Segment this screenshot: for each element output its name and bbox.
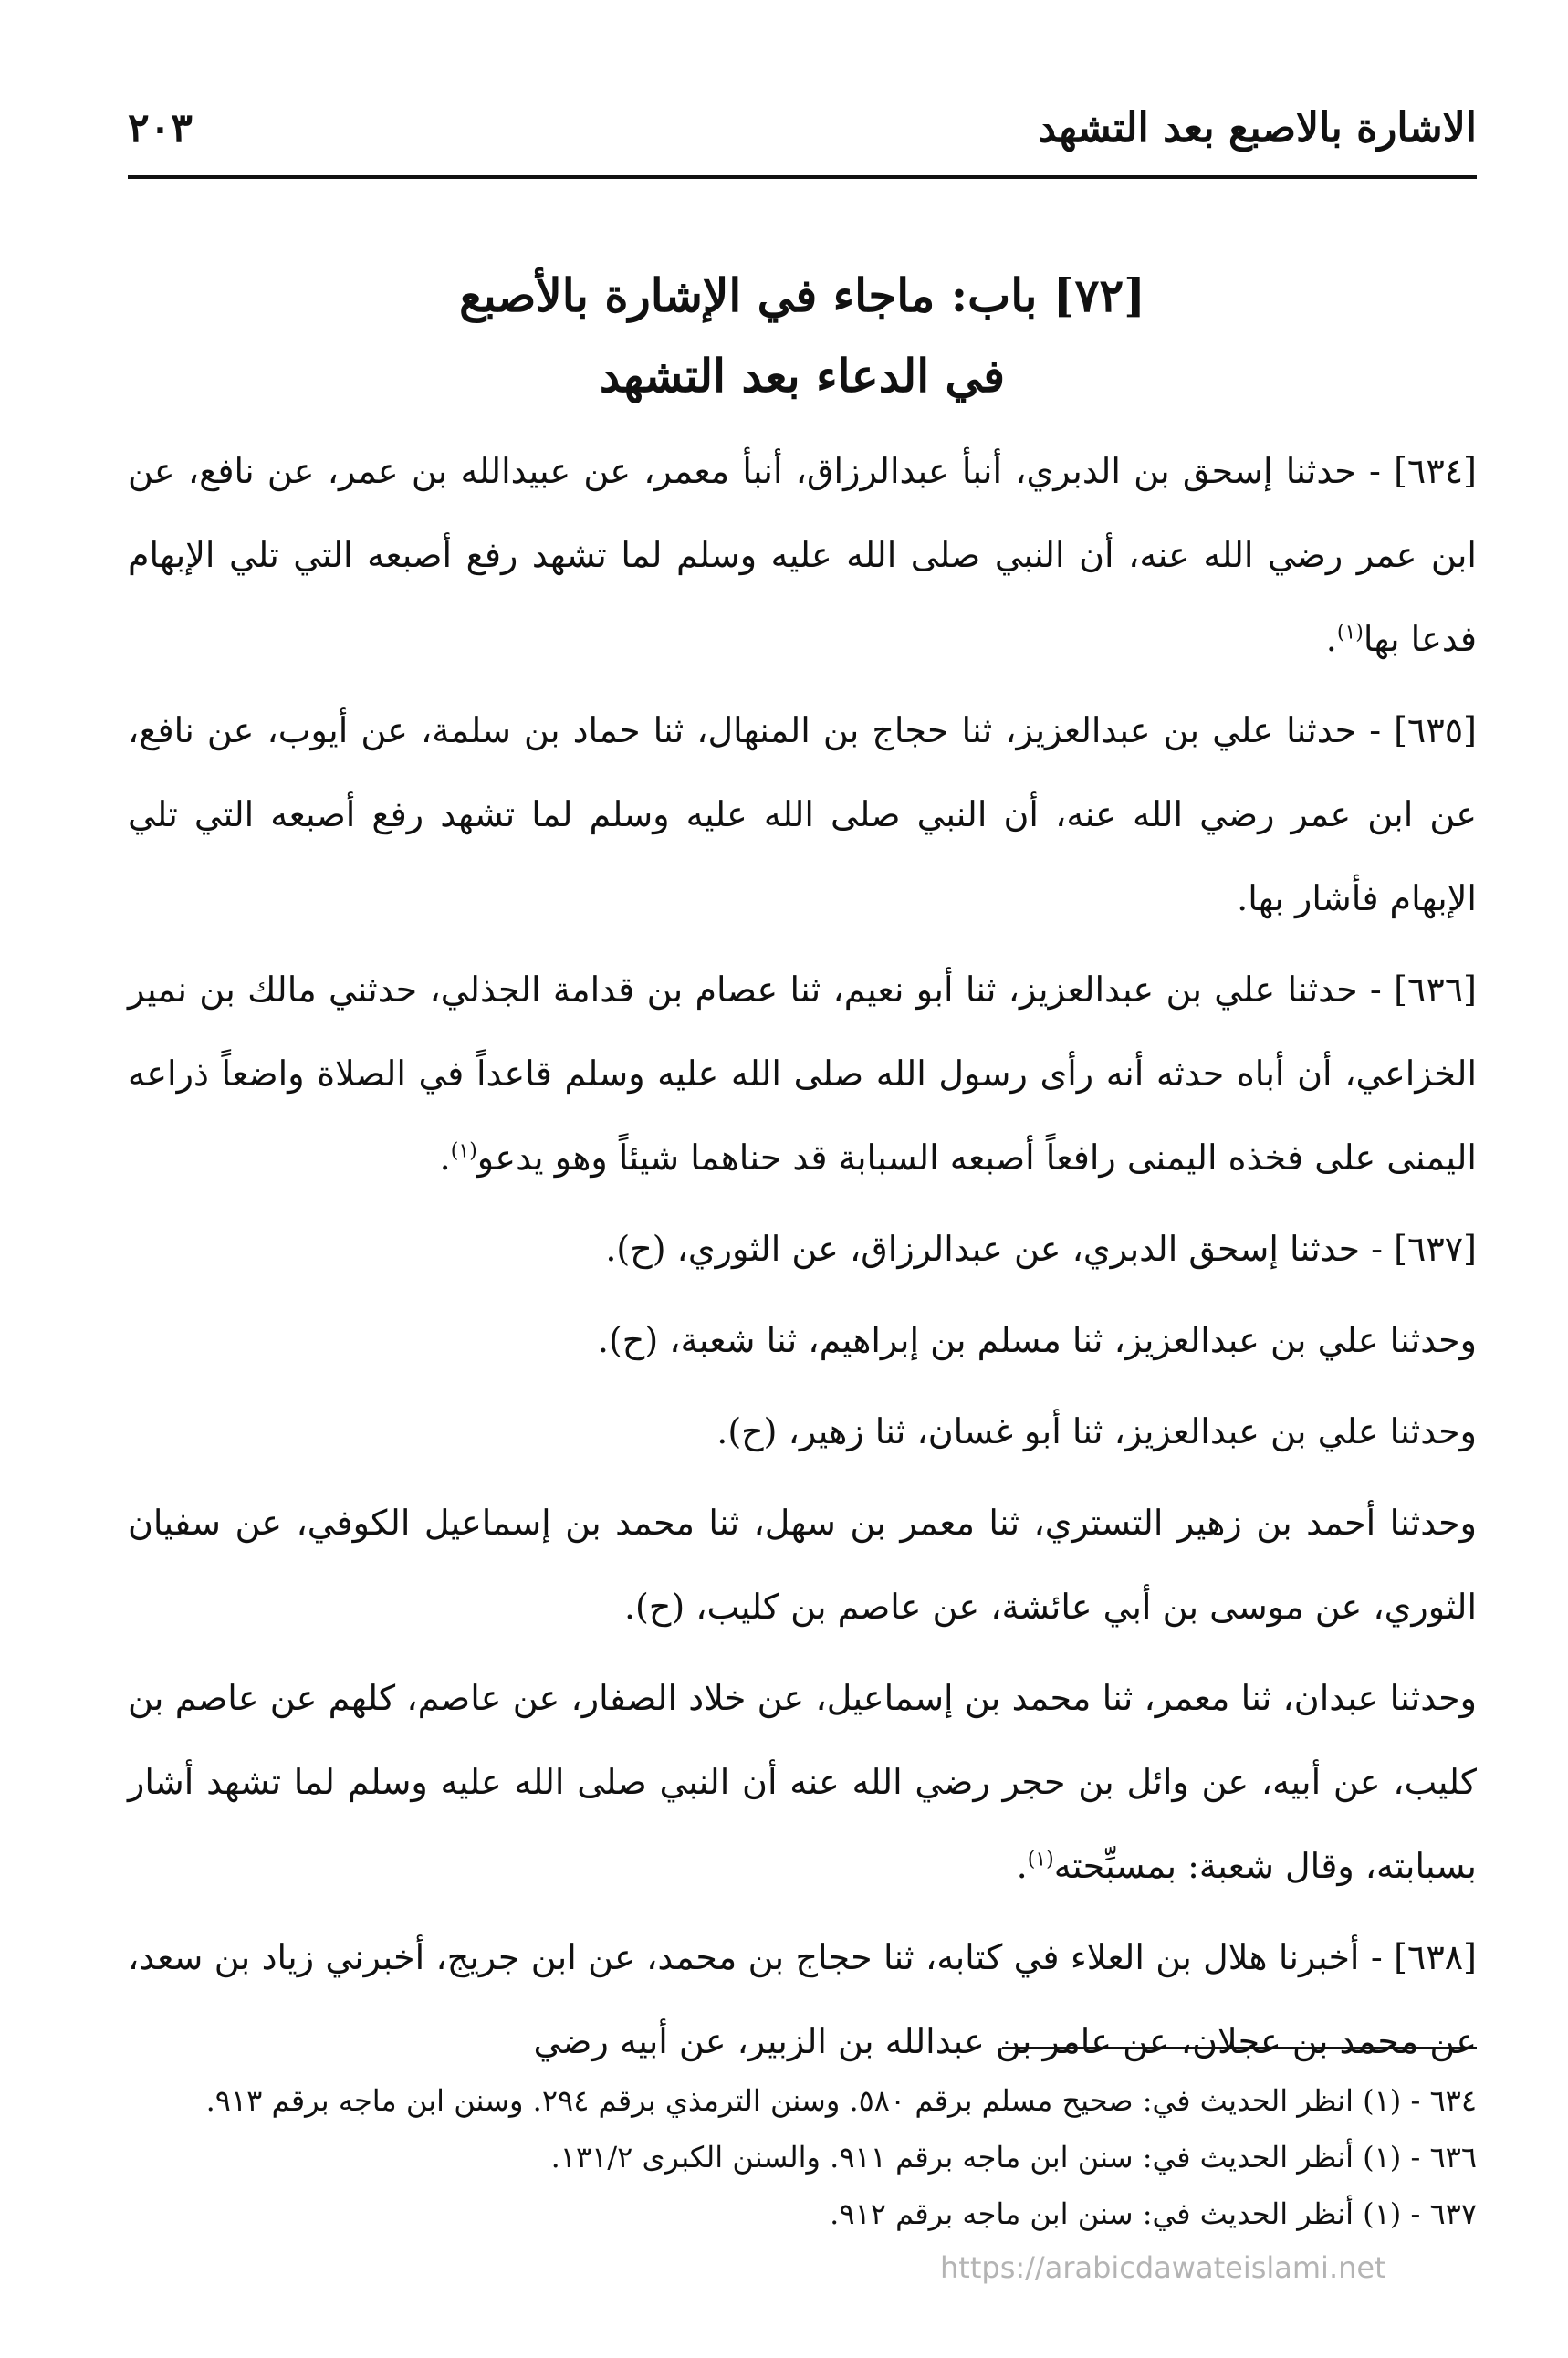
footnotes: [128, 2072, 1477, 2242]
hadith-637: [128, 1207, 1477, 1291]
watermark-url: https://arabicdawateislami.net: [940, 2250, 1386, 2285]
hadith-number: [٦٣٤]: [1394, 451, 1477, 491]
footnote-ref: (١): [450, 1139, 477, 1163]
chapter-title: [128, 256, 1477, 416]
isnad-continuation: وحدثنا علي بن عبدالعزيز، ثنا أبو غسان، ثنا زهير، (ح).: [716, 1411, 1477, 1451]
hadith-text: - حدثنا إسحق الدبري، عن عبدالرزاق، عن الثوري، (ح).: [605, 1229, 1384, 1269]
isnad-continuation: [128, 1656, 1477, 1908]
hadith-text: - أخبرنا هلال بن العلاء في كتابه، ثنا حجاج بن محمد، عن ابن جريج، أخبرني زياد بن سعد، عن محمد بن عجلان، عن عامر بن عبدالله بن الزبير، عن أبيه رضي: [128, 1937, 1477, 2061]
hadith-text: - حدثنا إسحق بن الدبري، أنبأ عبدالرزاق، أنبأ معمر، عن عبيدالله بن عمر، عن نافع، عن ابن عمر رضي الله عنه، أن النبي صلى الله عليه وسلم لما تشهد رفع أصبعه التي تلي الإبهام فدعا بها: [128, 451, 1477, 659]
footnote-ref: (١): [1336, 621, 1364, 645]
continuation-text: وحدثنا عبدان، ثنا معمر، ثنا محمد بن إسماعيل، عن خلاد الصفار، عن عاصم، كلهم عن عاصم بن كليب، عن أبيه، عن وائل بن حجر رضي الله عنه أن النبي صلى الله عليه وسلم لما تشهد أشار بسبابته، وقال شعبة: بمسبِّحته: [128, 1678, 1477, 1886]
hadith-text: - حدثنا علي بن عبدالعزيز، ثنا أبو نعيم، ثنا عصام بن قدامة الجذلي، حدثني مالك بن نمير الخزاعي، أن أباه حدثه أنه رأى رسول الله صلى الله عليه وسلم قاعداً في الصلاة واضعاً ذراعه اليمنى على فخذه اليمنى رافعاً أصبعه السبابة قد حناهما شيئاً وهو يدعو: [128, 969, 1477, 1178]
hadith-634: [128, 429, 1477, 681]
hadith-638: [128, 1915, 1477, 2083]
footnote-ref: (١): [1027, 1848, 1054, 1871]
page-number: ٢٠٣: [128, 105, 193, 152]
chapter-title-line-1: [٧٢] باب: ماجاء في الإشارة بالأصبع: [459, 268, 1145, 322]
footnote-rule: [1002, 2047, 1477, 2049]
hadith-number: [٦٣٨]: [1394, 1937, 1477, 1977]
isnad-continuation: وحدثنا علي بن عبدالعزيز، ثنا مسلم بن إبراهيم، ثنا شعبة، (ح).: [597, 1320, 1477, 1360]
footnote-637: ٦٣٧ - (١) أنظر الحديث في: سنن ابن ماجه برقم ٩١٢.: [830, 2196, 1477, 2231]
hadith-number: [٦٣٥]: [1394, 710, 1477, 750]
sentence-end: .: [439, 1137, 451, 1178]
hadith-number: [٦٣٦]: [1394, 969, 1477, 1010]
hadith-number: [٦٣٧]: [1394, 1229, 1477, 1269]
header-rule: [128, 175, 1477, 179]
sentence-end: .: [1325, 619, 1337, 659]
hadith-text: - حدثنا علي بن عبدالعزيز، ثنا حجاج بن المنهال، ثنا حماد بن سلمة، عن أيوب، عن نافع، عن ابن عمر رضي الله عنه، أن النبي صلى الله عليه وسلم لما تشهد رفع أصبعه التي تلي الإبهام فأشار بها.: [128, 710, 1477, 918]
body-text: [128, 429, 1477, 2091]
footnote-636: ٦٣٦ - (١) أنظر الحديث في: سنن ابن ماجه برقم ٩١١. والسنن الكبرى ١٣١/٢.: [550, 2140, 1477, 2175]
footnote-634: ٦٣٤ - (١) انظر الحديث في: صحيح مسلم برقم ٥٨٠. وسنن الترمذي برقم ٢٩٤. وسنن ابن ماجه برقم ٩١٣.: [205, 2083, 1477, 2118]
isnad-continuation: وحدثنا أحمد بن زهير التستري، ثنا معمر بن سهل، ثنا محمد بن إسماعيل الكوفي، عن سفيان الثوري، عن موسى بن أبي عائشة، عن عاصم بن كليب، (ح).: [128, 1503, 1477, 1627]
hadith-635: [128, 688, 1477, 940]
page-header: [128, 105, 1477, 169]
chapter-title-line-2: في الدعاء بعد التشهد: [599, 349, 1006, 403]
hadith-636: [128, 948, 1477, 1200]
sentence-end: .: [1016, 1846, 1028, 1886]
running-title: الاشارة بالاصبع بعد التشهد: [1038, 105, 1477, 152]
